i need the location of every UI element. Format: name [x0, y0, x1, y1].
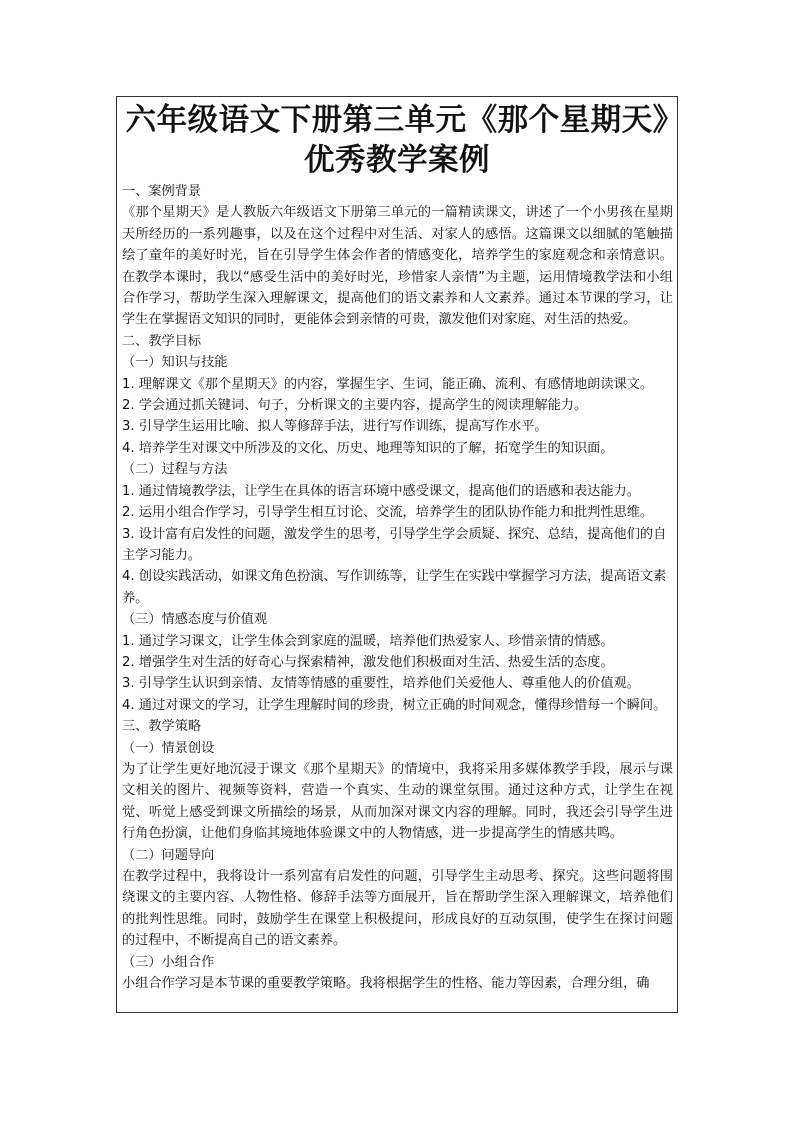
list-item: 2. 运用小组合作学习，引导学生相互讨论、交流，培养学生的团队协作能力和批判性思维。 [122, 505, 654, 521]
paragraph: 小组合作学习是本节课的重要教学策略。我将根据学生的性格、能力等因素，合理分组，确 [122, 976, 650, 992]
list-item: 3. 引导学生运用比喻、拟人等修辞手法，进行写作训练，提高写作水平。 [122, 419, 548, 435]
document-body [117, 181, 677, 994]
list-item: 4. 创设实践活动，如课文角色扮演、写作训练等，让学生在实践中掌握学习方法，提高语文素养。 [122, 569, 667, 606]
section-heading: 一、案例背景 [122, 184, 202, 199]
list-item: 4. 通过对课文的学习，让学生理解时间的珍贵，树立正确的时间观念，懂得珍惜每一个瞬间。 [122, 697, 667, 713]
paragraph: 为了让学生更好地沉浸于课文《那个星期天》的情境中，我将采用多媒体教学手段，展示与课文相关的图片、视频等资料，营造一个真实、生动的课堂氛围。通过这种方式，让学生在视觉、听觉上感受到课文所描绘的场景，从而加深对课文内容的理解。同时，我还会引导学生进行角色扮演，让他们身临其境地体验课文中的人物情感，进一步提高学生的情感共鸣。 [122, 761, 673, 842]
subsection-heading: （二）过程与方法 [122, 462, 228, 478]
list-item: 3. 设计富有启发性的问题，激发学生的思考，引导学生学会质疑、探究、总结，提高他们的自主学习能力。 [122, 526, 667, 563]
list-item: 4. 培养学生对课文中所涉及的文化、历史、地理等知识的了解，拓宽学生的知识面。 [122, 440, 614, 456]
list-item: 1. 通过情境教学法，让学生在具体的语言环境中感受课文，提高他们的语感和表达能力。 [122, 483, 640, 499]
subsection-heading: （一）知识与技能 [122, 355, 228, 371]
section-heading: 三、教学策略 [122, 719, 202, 735]
subsection-heading: （一）情景创设 [122, 740, 215, 756]
document-page [116, 96, 678, 1013]
subsection-heading: （二）问题导向 [122, 847, 215, 863]
subsection-heading: （三）小组合作 [122, 954, 215, 970]
list-item: 2. 增强学生对生活的好奇心与探索精神，激发他们积极面对生活、热爱生活的态度。 [122, 654, 614, 670]
list-item: 1. 通过学习课文，让学生体会到家庭的温暖，培养他们热爱家人、珍惜亲情的情感。 [122, 633, 614, 649]
list-item: 3. 引导学生认识到亲情、友情等情感的重要性，培养他们关爱他人、尊重他人的价值观。 [122, 676, 640, 692]
list-item: 2. 学会通过抓关键词、句子，分析课文的主要内容，提高学生的阅读理解能力。 [122, 398, 588, 414]
document-title: 六年级语文下册第三单元《那个星期天》优秀教学案例 [125, 103, 669, 178]
paragraph: 《那个星期天》是人教版六年级语文下册第三单元的一篇精读课文，讲述了一个小男孩在星期天所经历的一系列趣事，以及在这个过程中对生活、对家人的感悟。这篇课文以细腻的笔触描绘了童年的美好时光，旨在引导学生体会作者的情感变化，培养学生的家庭观念和亲情意识。在教学本课时，我以“感受生活中的美好时光，珍惜家人亲情”为主题，运用情境教学法和小组合作学习，帮助学生深入理解课文，提高他们的语文素养和人文素养。通过本节课的学习，让学生在掌握语文知识的同时，更能体会到亲情的可贵，激发他们对家庭、对生活的热爱。 [122, 205, 673, 328]
list-item: 1. 理解课文《那个星期天》的内容，掌握生字、生词，能正确、流利、有感情地朗读课文。 [122, 376, 654, 392]
subsection-heading: （三）情感态度与价值观 [122, 612, 268, 628]
section-heading: 二、教学目标 [122, 333, 202, 349]
paragraph: 在教学过程中，我将设计一系列富有启发性的问题，引导学生主动思考、探究。这些问题将围绕课文的主要内容、人物性格、修辞手法等方面展开，旨在帮助学生深入理解课文，培养他们的批判性思维。同时，鼓励学生在课堂上积极提问，形成良好的互动氛围，使学生在探讨问题的过程中，不断提高自己的语文素养。 [122, 869, 673, 949]
